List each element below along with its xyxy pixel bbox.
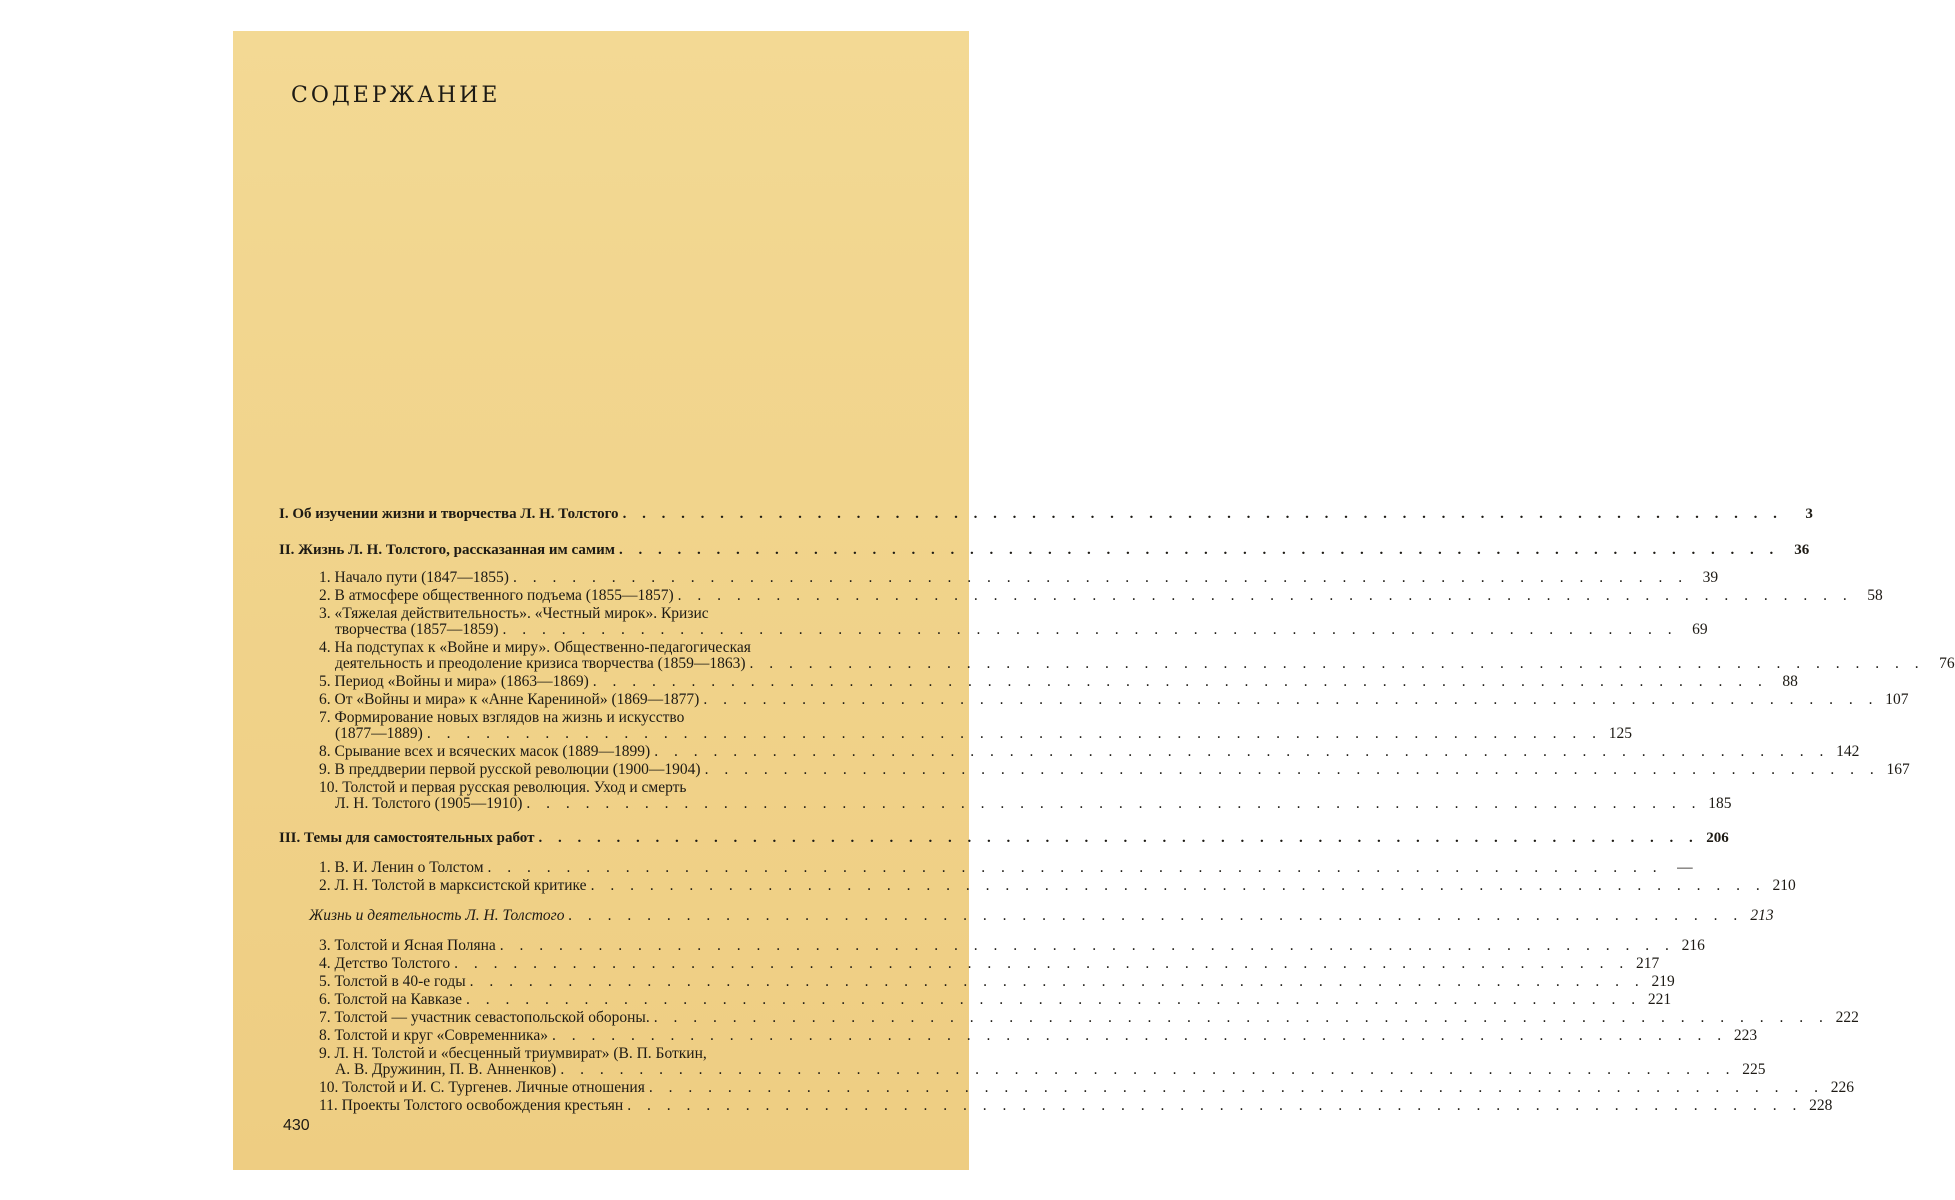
- dot-leader: . . . . . . . . . . . . . . . . . . . . . . . . . . . . . . . . . . . . . . . . . . . . . . . . . . . . . . . . . . . .: [749, 655, 1925, 672]
- toc-entry-page: 36: [1794, 542, 1810, 558]
- dot-leader: . . . . . . . . . . . . . . . . . . . . . . . . . . . . . . . . . . . . . . . . . . . . . . . . . . . . . . . . . . . .: [538, 830, 1699, 846]
- toc-entry-page: 228: [1809, 1097, 1833, 1114]
- toc-entry: [319, 761, 1910, 778]
- toc-entry-page: 226: [1830, 1079, 1854, 1096]
- dot-leader: . . . . . . . . . . . . . . . . . . . . . . . . . . . . . . . . . . . . . . . . . . . . . . . . . . . . . . . . . . . .: [469, 973, 1645, 990]
- toc-entry-title: (1877—1889): [335, 725, 423, 742]
- toc-entry-title: 1. В. И. Ленин о Толстом: [319, 859, 484, 876]
- dot-leader: . . . . . . . . . . . . . . . . . . . . . . . . . . . . . . . . . . . . . . . . . . . . . . . . . . . . . . . . . . . .: [590, 877, 1766, 894]
- toc-entry-line: 7. Формирование новых взглядов на жизнь и искусство: [319, 709, 685, 726]
- toc-entry: [319, 1079, 1854, 1096]
- dot-leader: . . . . . . . . . . . . . . . . . . . . . . . . . . . . . . . . . . . . . . . . . . . . . . . . . . . . . . . . . . . .: [426, 725, 1602, 742]
- toc-entry-line: 10. Толстой и первая русская революция. Уход и смерть: [319, 779, 687, 796]
- toc-entry-title: 8. Срывание всех и всяческих масок (1889—1899): [319, 743, 651, 760]
- dot-leader: . . . . . . . . . . . . . . . . . . . . . . . . . . . . . . . . . . . . . . . . . . . . . . . . . . . . . . . . . . . .: [526, 795, 1702, 812]
- toc-entry: [279, 542, 1810, 558]
- toc-entry-page: 217: [1635, 955, 1660, 972]
- dot-leader: . . . . . . . . . . . . . . . . . . . . . . . . . . . . . . . . . . . . . . . . . . . . . . . . . . . . . . . . . . . .: [627, 1097, 1803, 1114]
- dot-leader: . . . . . . . . . . . . . . . . . . . . . . . . . . . . . . . . . . . . . . . . . . . . . . . . . . . . . . . . . . . .: [622, 506, 1783, 522]
- toc-entry-line: 9. Л. Н. Толстой и «бесценный триумвират» (В. П. Боткин,: [319, 1045, 707, 1062]
- page-title: СОДЕРЖАНИЕ: [291, 83, 501, 108]
- toc-entry-page: 107: [1885, 691, 1909, 708]
- toc-entry-page: 213: [1750, 907, 1774, 924]
- toc-entry-page: 185: [1708, 795, 1732, 812]
- toc-entry-title: 9. В преддверии первой русской революции (1900—1904): [319, 761, 701, 778]
- toc-entry: [319, 1027, 1758, 1044]
- toc-entry: [319, 709, 1632, 742]
- toc-entry-title: 3. Толстой и Ясная Поляна: [319, 937, 496, 954]
- toc-entry-page: 216: [1681, 937, 1705, 954]
- toc-entry-title: 6. Толстой на Кавказе: [319, 991, 463, 1008]
- toc-entry-title: 6. От «Войны и мира» к «Анне Карениной» (1869—1877): [319, 691, 700, 708]
- toc-entry-title: 1. Начало пути (1847—1855): [319, 569, 509, 586]
- dot-leader: . . . . . . . . . . . . . . . . . . . . . . . . . . . . . . . . . . . . . . . . . . . . . . . . . . . . . . . . . . . .: [618, 542, 1780, 558]
- toc-entry-title: III. Темы для самостоятельных работ: [279, 830, 535, 846]
- toc-entry-title: деятельность и преодоление кризиса творчества (1859—1863): [335, 655, 746, 672]
- toc-entry: [319, 859, 1693, 876]
- toc-entry-page: 3: [1805, 506, 1813, 522]
- toc-entry: [319, 973, 1675, 990]
- dot-leader: . . . . . . . . . . . . . . . . . . . . . . . . . . . . . . . . . . . . . . . . . . . . . . . . . . . . . . . . . . . .: [499, 937, 1675, 954]
- toc-entry-page: 167: [1886, 761, 1910, 778]
- toc-entry-title: 7. Толстой — участник севастопольской обороны.: [319, 1009, 650, 1026]
- toc-entry-page: 222: [1835, 1009, 1859, 1026]
- toc-entry: [319, 639, 1955, 672]
- toc-entry: [319, 569, 1719, 586]
- toc-entry-title: I. Об изучении жизни и творчества Л. Н. Толстого: [279, 506, 619, 522]
- dot-leader: . . . . . . . . . . . . . . . . . . . . . . . . . . . . . . . . . . . . . . . . . . . . . . . . . . . . . . . . . . . .: [560, 1061, 1736, 1078]
- toc-entry: [279, 830, 1729, 846]
- toc-entry-title: 5. Период «Войны и мира» (1863—1869): [319, 673, 589, 690]
- dot-leader: . . . . . . . . . . . . . . . . . . . . . . . . . . . . . . . . . . . . . . . . . . . . . . . . . . . . . . . . . . . .: [454, 955, 1630, 972]
- toc-entry-title: А. В. Дружинин, П. В. Анненков): [335, 1061, 557, 1078]
- dot-leader: . . . . . . . . . . . . . . . . . . . . . . . . . . . . . . . . . . . . . . . . . . . . . . . . . . . . . . . . . . . .: [703, 691, 1879, 708]
- toc-entry: [319, 691, 1909, 708]
- toc-entry: [319, 1045, 1766, 1078]
- toc-entry: [319, 587, 1883, 604]
- toc-entry-page: 39: [1702, 569, 1719, 586]
- toc-entry-title: Жизнь и деятельность Л. Н. Толстого: [309, 907, 565, 924]
- book-page: [233, 31, 1955, 1170]
- toc-entry-title: 10. Толстой и И. С. Тургенев. Личные отношения: [319, 1079, 645, 1096]
- toc-entry: [319, 955, 1660, 972]
- toc-entry-title: творчества (1857—1859): [335, 621, 499, 638]
- toc-entry-title: Л. Н. Толстого (1905—1910): [335, 795, 523, 812]
- dot-leader: . . . . . . . . . . . . . . . . . . . . . . . . . . . . . . . . . . . . . . . . . . . . . . . . . . . . . . . . . . . .: [512, 569, 1689, 586]
- dot-leader: . . . . . . . . . . . . . . . . . . . . . . . . . . . . . . . . . . . . . . . . . . . . . . . . . . . . . . . . . . . .: [677, 587, 1853, 604]
- toc-entry: [309, 907, 1774, 924]
- toc-entry-title: II. Жизнь Л. Н. Толстого, рассказанная им самим: [279, 542, 615, 558]
- toc-entry-page: —: [1677, 859, 1693, 876]
- toc-entry: [319, 1009, 1859, 1026]
- toc-entry-line: 3. «Тяжелая действительность». «Честный мирок». Кризис: [319, 605, 709, 622]
- toc-entry: [319, 605, 1708, 638]
- toc-entry-line: 4. На подступах к «Войне и миру». Общественно-педагогическая: [319, 639, 751, 656]
- dot-leader: . . . . . . . . . . . . . . . . . . . . . . . . . . . . . . . . . . . . . . . . . . . . . . . . . . . . . . . . . . . .: [653, 1009, 1829, 1026]
- toc-entry-title: 2. Л. Н. Толстой в марксистской критике: [319, 877, 587, 894]
- toc-entry: [319, 937, 1705, 954]
- dot-leader: . . . . . . . . . . . . . . . . . . . . . . . . . . . . . . . . . . . . . . . . . . . . . . . . . . . . . . . . . . . .: [551, 1027, 1728, 1044]
- toc-entry: [319, 779, 1732, 812]
- toc-entry-title: 11. Проекты Толстого освобождения крестьян: [319, 1097, 624, 1114]
- dot-leader: . . . . . . . . . . . . . . . . . . . . . . . . . . . . . . . . . . . . . . . . . . . . . . . . . . . . . . . . . . . .: [487, 859, 1663, 876]
- toc-entry: [319, 743, 1860, 760]
- toc-entry-page: 206: [1706, 830, 1729, 846]
- dot-leader: . . . . . . . . . . . . . . . . . . . . . . . . . . . . . . . . . . . . . . . . . . . . . . . . . . . . . . . . . . . .: [502, 621, 1678, 638]
- dot-leader: . . . . . . . . . . . . . . . . . . . . . . . . . . . . . . . . . . . . . . . . . . . . . . . . . . . . . . . . . . . .: [568, 907, 1744, 924]
- dot-leader: . . . . . . . . . . . . . . . . . . . . . . . . . . . . . . . . . . . . . . . . . . . . . . . . . . . . . . . . . . . .: [654, 743, 1830, 760]
- toc-entry-title: 5. Толстой в 40-е годы: [319, 973, 466, 990]
- toc-entry-page: 225: [1742, 1061, 1766, 1078]
- toc-entry-title: 2. В атмосфере общественного подъема (1855—1857): [319, 587, 674, 604]
- toc-entry-page: 58: [1867, 587, 1883, 604]
- dot-leader: . . . . . . . . . . . . . . . . . . . . . . . . . . . . . . . . . . . . . . . . . . . . . . . . . . . . . . . . . . . .: [466, 991, 1642, 1008]
- toc-entry-page: 88: [1782, 673, 1798, 690]
- page-number: 430: [283, 1117, 310, 1134]
- toc-entry-page: 125: [1608, 725, 1632, 742]
- toc-entry-page: 142: [1836, 743, 1860, 760]
- toc-entry-title: 8. Толстой и круг «Современника»: [319, 1027, 548, 1044]
- toc-entry: [279, 506, 1813, 522]
- toc-entry-title: 4. Детство Толстого: [319, 955, 451, 972]
- toc-entry-page: 221: [1647, 991, 1672, 1008]
- toc-entry-page: 219: [1651, 973, 1675, 990]
- dot-leader: . . . . . . . . . . . . . . . . . . . . . . . . . . . . . . . . . . . . . . . . . . . . . . . . . . . . . . . . . . . .: [648, 1079, 1824, 1096]
- toc-entry-page: 210: [1772, 877, 1796, 894]
- toc-entry: [319, 673, 1798, 690]
- toc-entry: [319, 1097, 1833, 1114]
- toc-entry-page: 223: [1733, 1027, 1758, 1044]
- toc-entry-page: 69: [1692, 621, 1708, 638]
- toc-entry: [319, 991, 1672, 1008]
- dot-leader: . . . . . . . . . . . . . . . . . . . . . . . . . . . . . . . . . . . . . . . . . . . . . . . . . . . . . . . . . . . .: [592, 673, 1768, 690]
- toc-entry-page: 76: [1939, 655, 1955, 672]
- toc-entry: [319, 877, 1796, 894]
- dot-leader: . . . . . . . . . . . . . . . . . . . . . . . . . . . . . . . . . . . . . . . . . . . . . . . . . . . . . . . . . . . .: [704, 761, 1880, 778]
